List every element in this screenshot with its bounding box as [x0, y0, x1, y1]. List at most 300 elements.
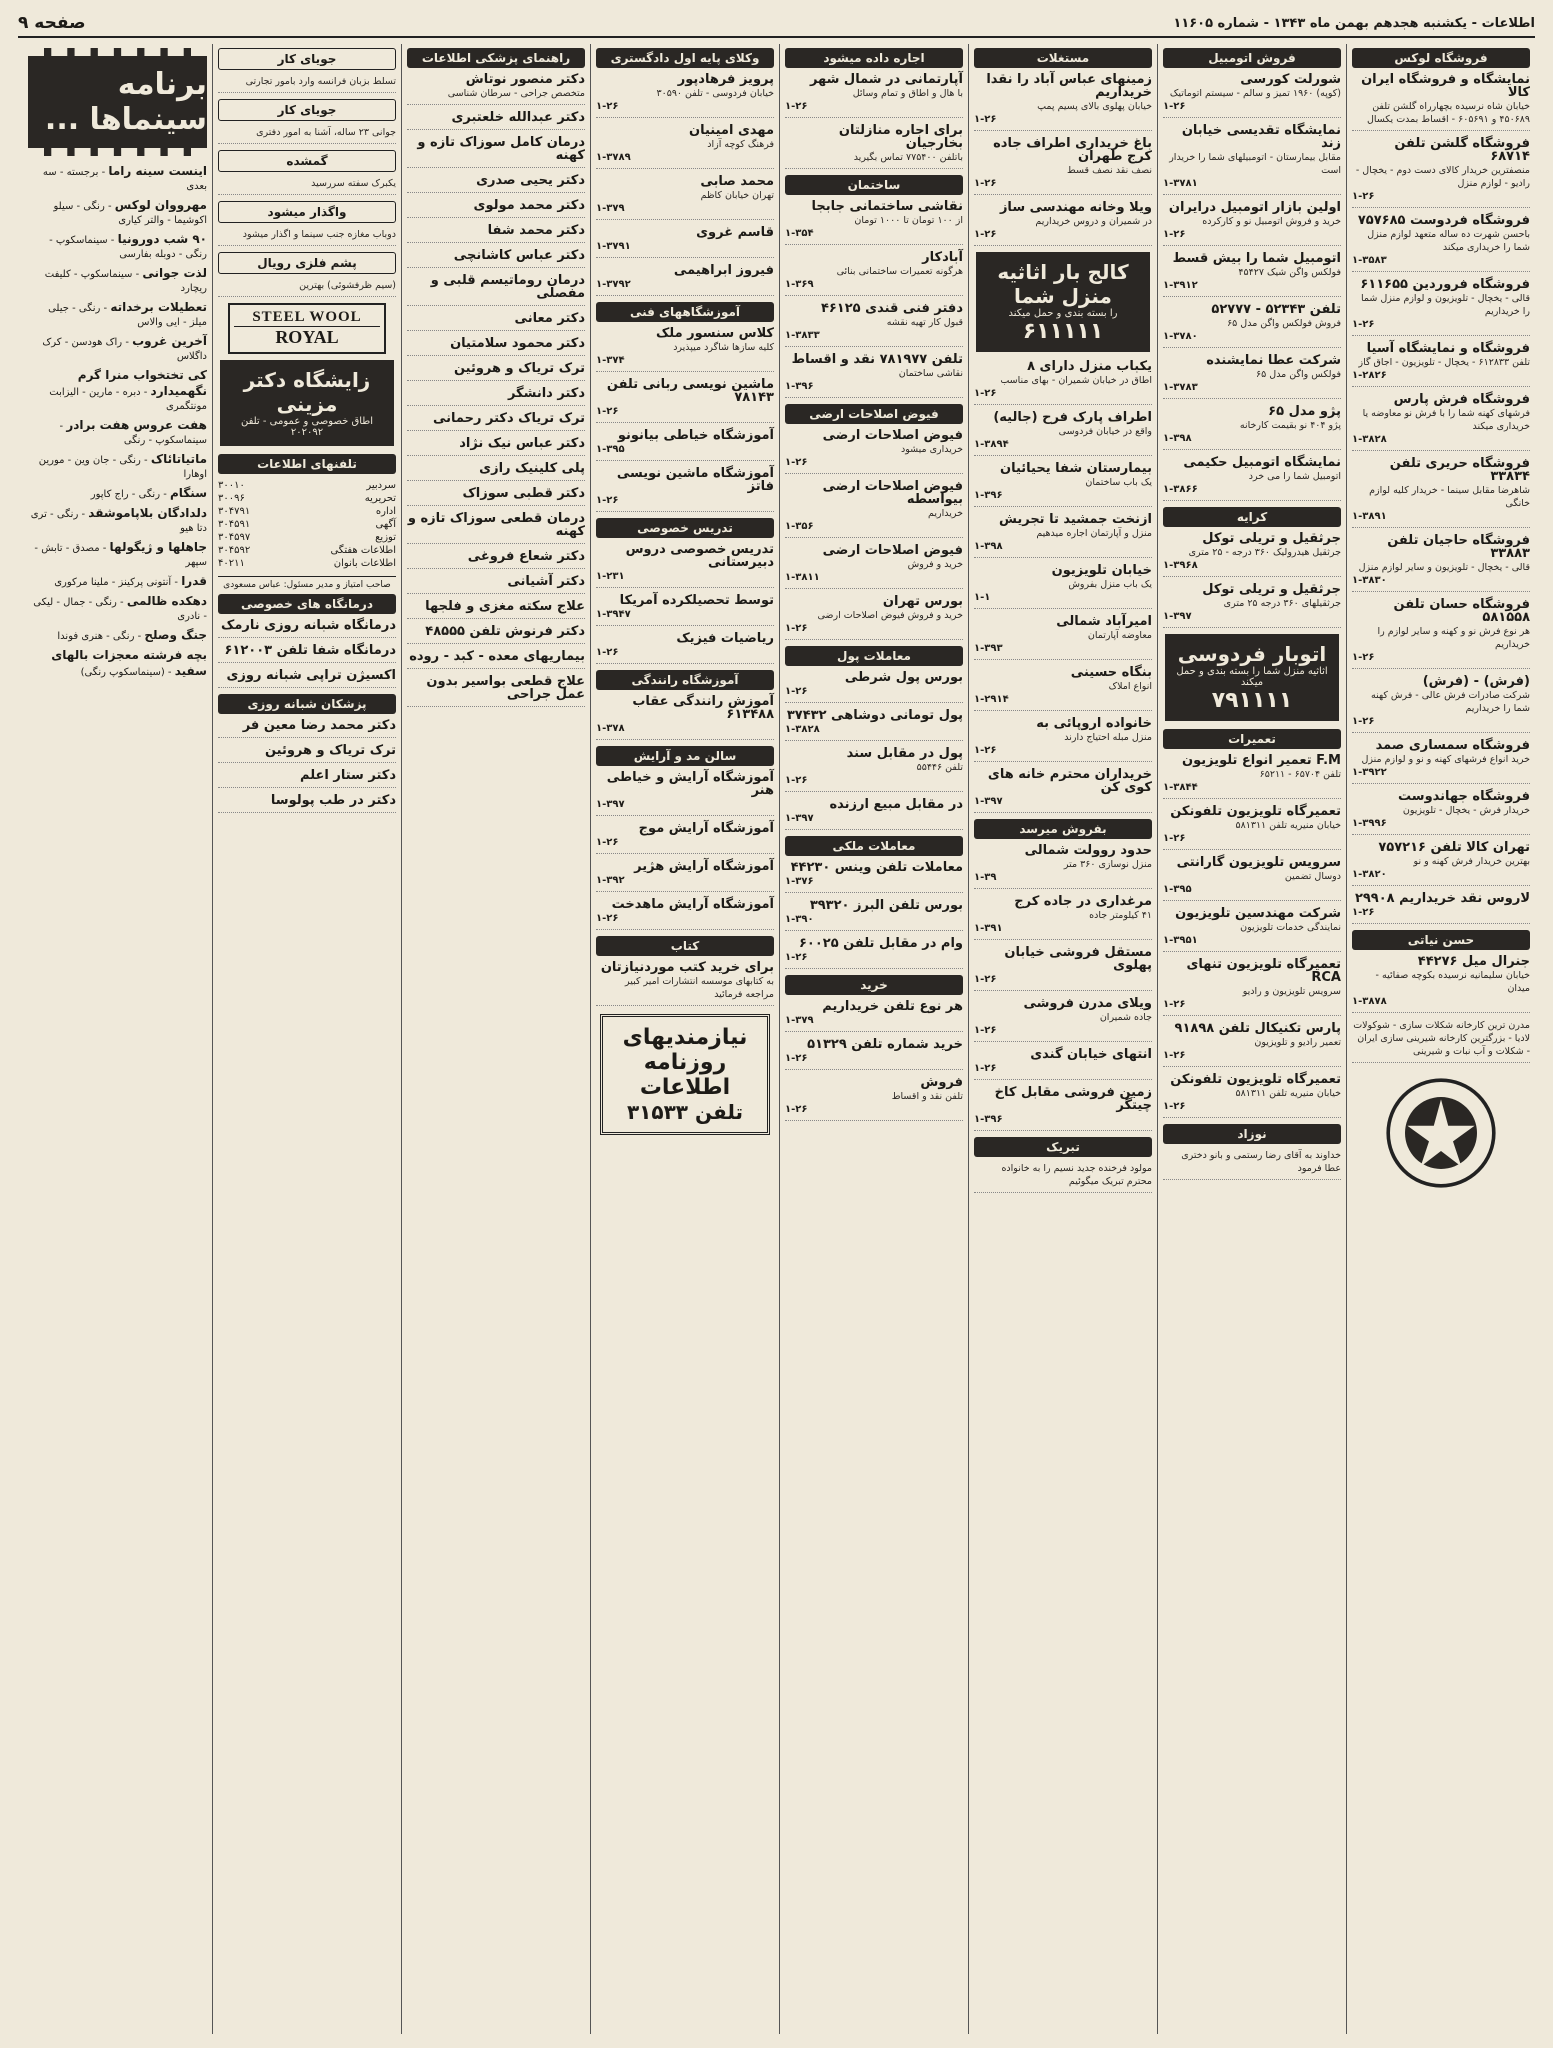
section-header: جویای کار	[218, 99, 396, 121]
ad-title: آموزشگاه خیاطی بیانونو	[617, 428, 774, 443]
ad-body: جاده شمیران	[1099, 1012, 1152, 1023]
ad-title: دفتر فنی قندی ۴۶۱۲۵	[820, 301, 963, 316]
ad-body: نقاشی ساختمان	[898, 368, 963, 379]
classified-ad	[596, 898, 774, 930]
ad-title: خانواده اروپائی به	[1036, 716, 1152, 731]
newspaper-page	[18, 10, 1535, 2038]
ad-title: مهدی امینیان	[689, 123, 774, 138]
ad-title: علاج سکته مغزی و فلجها	[425, 599, 585, 614]
section-header: تلفنهای اطلاعات	[218, 454, 396, 474]
ad-body: یکبرک سفته سررسید	[311, 178, 396, 189]
classified-ad	[974, 513, 1152, 558]
ad-code: ۱-۳۹۱	[974, 923, 1003, 934]
ad-code: ۱-۳۸۹۴	[974, 439, 1009, 450]
classified-ad	[1163, 1022, 1341, 1067]
ad-title: زمین فروشی مقابل کاخ چیتگر	[994, 1085, 1152, 1113]
ad-body: ۴۱ کیلومتر جاده	[1089, 910, 1152, 921]
classified-ad	[974, 768, 1152, 813]
section-header: ساختمان	[785, 175, 963, 195]
ad-title: پژو مدل ۶۵	[1268, 404, 1341, 419]
ad-code: ۱-۲۶	[1352, 716, 1375, 727]
ad-title: فروشگاه حریری تلفن ۳۳۸۳۴	[1389, 456, 1530, 484]
publisher-note: صاحب امتیاز و مدیر مسئول: عباس مسعودی	[218, 576, 396, 590]
film-info: (سینماسکوپ رنگی)	[80, 667, 165, 678]
ad-title: امیرآباد شمالی	[1056, 614, 1152, 629]
ad-title: تعمیرگاه تلویزیون تلفونکن	[1170, 1072, 1341, 1087]
ad-body: خرید و فروش	[907, 559, 963, 570]
ad-headline: کالج بار اثاثیه منزل شما	[997, 260, 1129, 308]
classified-ad	[785, 899, 963, 931]
page-number: صفحه ۹	[18, 13, 86, 33]
column-6	[401, 44, 590, 2034]
ad-title: دکتر منصور نوتاش	[465, 72, 585, 87]
ad-title: دکتر محمد رضا معین فر	[242, 718, 396, 733]
ad-title: دکتر در طب پولوسا	[270, 793, 396, 808]
classified-ad	[596, 632, 774, 664]
ad-body: نمایندگی خدمات تلویزیون	[1240, 922, 1341, 933]
film-title: سنگام	[170, 486, 207, 500]
film-info: رنگی - هنری فوندا	[57, 631, 135, 642]
classified-ad	[407, 136, 585, 168]
film-title: دهکده ظالمی	[126, 594, 207, 608]
classified-ad	[974, 1086, 1152, 1131]
ad-title: فروشگاه جهاندوست	[1398, 789, 1530, 804]
film-title: هفت عروس هفت برادر	[66, 418, 207, 432]
ad-title: آموزشگاه ماشین نویسی فاتز	[616, 466, 774, 494]
column-3	[968, 44, 1157, 2034]
classified-ad	[785, 861, 963, 893]
film-title: تعطیلات برخداته	[110, 300, 207, 314]
ad-body: مولود فرخنده جدید نسیم را به خانواده محترم تبریک میگوئیم	[1001, 1163, 1152, 1187]
ad-title: درمان قطعی سوزاک تازه و کهنه	[407, 511, 585, 539]
ad-code: ۱-۲۶	[974, 745, 997, 756]
film-title: دلدادگان بلاپاموشقد	[88, 506, 207, 520]
ad-body: فرهنگ کوچه آزاد	[707, 139, 774, 150]
ad-code: ۱-۲۶	[785, 101, 808, 112]
ad-title: تعمیرگاه تلویزیون تنهای RCA	[1186, 957, 1341, 985]
classified-ad	[1163, 354, 1341, 399]
section-header: تعمیرات	[1163, 729, 1341, 749]
classified-ad	[407, 174, 585, 193]
ad-body: خیابان سلیمانیه نرسیده بکوچه صفائیه - میدان	[1375, 970, 1530, 994]
classified-ad	[407, 111, 585, 130]
ad-title: درمانگاه شفا تلفن ۶۱۲۰۰۳	[224, 643, 396, 658]
ad-body: تلفن نقد و اقساط	[891, 1091, 963, 1102]
ad-title: اولین بازار اتومبیل درایران	[1168, 200, 1341, 215]
classified-ad	[218, 719, 396, 738]
film-info: رنگی - جمال - لیکی - نادری	[33, 597, 207, 622]
ad-title: علاج قطعی بواسیر بدون عمل جراحی	[426, 674, 585, 702]
ad-code: ۱-۳۵۴	[785, 228, 814, 239]
classified-ad	[407, 274, 585, 306]
classified-ad	[974, 73, 1152, 131]
ad-body: هرگونه تعمیرات ساختمانی بنائی	[836, 266, 963, 277]
classified-ad	[407, 73, 585, 105]
ad-title: پرویز فرهادپور	[677, 72, 774, 87]
classified-ad	[218, 75, 396, 93]
ad-title: نمایشگاه تقدیسی خیابان زند	[1181, 123, 1341, 151]
classified-ad	[218, 228, 396, 246]
section-header: خرید	[785, 975, 963, 995]
classified-ad	[1352, 892, 1530, 924]
logo-line-2: ROYAL	[234, 326, 380, 348]
classified-ad	[974, 946, 1152, 991]
section-header: گمشده	[218, 150, 396, 172]
ad-code: ۱-۲۶	[974, 1063, 997, 1074]
ad-title: تعمیرگاه تلویزیون تلفونکن	[1170, 804, 1341, 819]
promo-phone: تلفن ۳۱۵۳۳	[626, 1100, 744, 1124]
film-info: سینماسکوپ - کلیفت ریچارد	[44, 269, 207, 294]
ad-code: ۱-۱	[974, 592, 991, 603]
classified-ad	[974, 137, 1152, 195]
classified-ad	[407, 437, 585, 456]
classified-ad	[785, 1000, 963, 1032]
classified-ad	[407, 462, 585, 481]
ad-code: ۱-۲۶	[1163, 101, 1186, 112]
ad-code: ۱-۳۹۵	[596, 444, 625, 455]
ad-body: خرید انواع فرشهای کهنه و نو و لوازم منزل	[1361, 754, 1530, 765]
ad-title: خریداران محترم خانه های کوی کن	[987, 767, 1152, 795]
table-row	[218, 531, 396, 544]
ad-title: پول در مقابل سند	[846, 746, 963, 761]
ad-code: ۱-۲۳۱	[596, 571, 625, 582]
ad-body: تهران خیابان کاظم	[700, 190, 774, 201]
classified-ad	[974, 895, 1152, 940]
classified-ad	[596, 467, 774, 512]
ad-title: زمینهای عباس آباد را نقدا خریداریم	[986, 72, 1152, 100]
ad-title: بورس تلفن البرز ۳۹۳۲۰	[809, 898, 963, 913]
ad-title: اطراف پارک فرح (جالیه)	[993, 410, 1152, 425]
ad-title: توسط تحصیلکرده آمریکا	[619, 593, 774, 608]
list-item: سنگام - رنگی - راج کاپور	[90, 486, 207, 500]
ad-body: دوسال تضمین	[1284, 871, 1341, 882]
classified-ad	[218, 669, 396, 688]
section-header: آموزشگاههای فنی	[596, 302, 774, 322]
ad-title: فیوض اصلاحات ارضی	[822, 428, 963, 443]
ad-title: فروشگاه فردوست ۷۵۷۶۸۵	[1357, 213, 1530, 228]
classified-ad	[974, 997, 1152, 1042]
ad-title: ترک تریاک دکتر رحمانی	[432, 411, 585, 426]
classified-ad	[407, 650, 585, 669]
ad-title: خیابان تلویزیون	[1051, 563, 1152, 578]
ad-body: دوباب مغازه جنب سینما و اگذار میشود	[242, 229, 396, 240]
classified-ad	[1163, 124, 1341, 195]
classified-ad	[974, 844, 1152, 889]
classified-ad	[785, 937, 963, 969]
classified-ad	[1163, 456, 1341, 501]
classified-ad	[596, 961, 774, 1006]
ad-code: ۱-۳۹۷	[1163, 611, 1192, 622]
classified-ad	[785, 747, 963, 792]
ad-title: جرثقیل و تریلی توکل	[1202, 582, 1341, 597]
classified-ad	[218, 126, 396, 144]
phone-label: سردبیر	[366, 480, 396, 491]
section-header: اجاره داده میشود	[785, 48, 963, 68]
classified-ad	[1163, 405, 1341, 450]
classified-ad	[218, 177, 396, 195]
ad-code: ۱-۳۹۲	[596, 875, 625, 886]
ad-code: ۱-۳۷۸۰	[1163, 331, 1198, 342]
ad-subline: را بسته بندی و حمل میکند	[1008, 308, 1118, 319]
classified-ad	[1352, 955, 1530, 1013]
ad-title: بنگاه حسینی	[1070, 665, 1152, 680]
classified-ad	[596, 822, 774, 854]
ad-body: واقع در خیابان فردوسی	[1058, 426, 1152, 437]
ad-code: ۱-۳۷۸۳	[1163, 382, 1198, 393]
ad-code: ۱-۲۶	[785, 1053, 808, 1064]
ad-title: محمد صابی	[700, 174, 774, 189]
ad-code: ۱-۲۶	[974, 974, 997, 985]
ad-body: قالی - یخچال - تلویزیون و لوازم منزل شما را خریداریم	[1360, 293, 1530, 317]
ad-code: ۱-۳۹۶	[785, 381, 814, 392]
ad-code: ۱-۲۶	[1352, 907, 1375, 918]
section-header: تدریس خصوصی	[596, 518, 774, 538]
ad-code: ۱-۳۵۸۳	[1352, 255, 1387, 266]
ad-headline: اتوبار فردوسی	[1177, 642, 1327, 666]
ad-title: جنرال میل ۴۴۲۷۶	[1417, 954, 1530, 969]
section-header: فیوض اصلاحات ارضی	[785, 404, 963, 424]
ad-code: ۱-۳۹۱۲	[1163, 280, 1198, 291]
classified-ad	[974, 666, 1152, 711]
ad-body: مقابل بیمارستان - اتومبیلهای شما را خریدار است	[1169, 152, 1341, 176]
ad-title: دکتر عبدالله خلعتبری	[451, 110, 585, 125]
ad-title: تدریس خصوصی دروس دبیرستانی	[625, 542, 774, 570]
phone-label: تحریریه	[364, 493, 396, 504]
list-item: قدرا - آنتونی پرکینز - ملینا مرکوری	[54, 574, 207, 588]
masthead	[18, 10, 1535, 38]
film-info: رنگی - تری دتا هیو	[30, 509, 207, 534]
classified-ad	[1352, 457, 1530, 528]
column-4	[779, 44, 968, 2034]
cinema-list	[28, 164, 207, 680]
ad-code: ۱-۳۹۶	[974, 1114, 1003, 1125]
classified-ad	[785, 124, 963, 169]
ad-code: ۱-۳۹۷	[785, 813, 814, 824]
ad-code: ۱-۲۹۱۴	[974, 694, 1009, 705]
ad-body: (کوپه) ۱۹۶۰ تمیز و سالم - سیستم اتوماتیک	[1169, 88, 1341, 99]
ad-title: دکتر دانشگر	[507, 386, 585, 401]
classified-ad	[407, 362, 585, 381]
ad-title: دکتر یحیی صدری	[476, 173, 585, 188]
ad-title: دکتر عباس نیک نژاد	[459, 436, 585, 451]
classified-ad	[1163, 958, 1341, 1016]
classified-ad	[407, 575, 585, 594]
ad-title: ویلای مدرن فروشی	[1023, 996, 1152, 1011]
classified-ad	[1163, 583, 1341, 628]
classified-ad	[974, 1048, 1152, 1080]
classified-ad	[974, 411, 1152, 456]
list-item: جنگ وصلح - رنگی - هنری فوندا	[57, 628, 207, 642]
column-2	[1157, 44, 1346, 2034]
film-title: جنگ وصلح	[144, 628, 207, 642]
phone-number: ۳۰۴۵۹۷	[218, 532, 251, 543]
ad-body: جوانی ۲۳ ساله، آشنا به امور دفتری	[256, 127, 396, 138]
ad-subline: اثاثیه منزل شما را بسته بندی و حمل میکند	[1176, 666, 1328, 688]
ad-body: سرویس تلویزیون و رادیو	[1242, 986, 1341, 997]
ad-body: متخصص جراحی - سرطان شناسی	[447, 88, 585, 99]
classified-ad	[407, 675, 585, 707]
classified-ad	[596, 429, 774, 461]
section-header: آموزشگاه رانندگی	[596, 670, 774, 690]
section-header: کتاب	[596, 936, 774, 956]
ad-code: ۱-۳۸۶۶	[1163, 484, 1198, 495]
ad-body: خریداریم	[928, 508, 963, 519]
ad-title: تلفن ۵۲۳۴۳ - ۵۲۷۷۷	[1211, 302, 1341, 317]
ad-title: ازنخت جمشید تا تجریش	[998, 512, 1152, 527]
classified-ad	[785, 73, 963, 118]
classified-ad	[407, 387, 585, 406]
classified-ad	[596, 771, 774, 816]
ferdowsi-ad	[1165, 634, 1339, 721]
chocolate-factory-emblem-icon	[1381, 1073, 1501, 1193]
film-title: اینست سینه راما	[108, 164, 207, 178]
phone-number: ۳۰۴۵۹۲	[218, 545, 251, 556]
ad-title: درمانگاه شبانه روزی نارمک	[221, 618, 396, 633]
section-header: کرایه	[1163, 507, 1341, 527]
ad-body: هر نوع فرش نو و کهنه و سایر لوازم را خریداریم	[1377, 626, 1530, 650]
column-7	[212, 44, 401, 2034]
ad-code: ۱-۲۶	[596, 913, 619, 924]
ad-code: ۱-۲۶	[974, 1025, 997, 1036]
ad-title: آموزشگاه آرایش ماهدخت	[611, 897, 774, 912]
ad-title: فروشگاه گلشن تلفن ۶۸۷۱۴	[1394, 136, 1530, 164]
ad-body: خرید و فروش اتومبیل نو و کارکرده	[1202, 216, 1341, 227]
phone-number: ۳۰۰۹۶	[218, 493, 245, 504]
ad-code: ۱-۳۵۶	[785, 521, 814, 532]
classified-ad	[974, 201, 1152, 246]
ad-code: ۱-۲۶	[596, 495, 619, 506]
classified-ad	[1163, 805, 1341, 850]
ad-code: ۱-۳۹۳	[974, 643, 1003, 654]
classified-ad	[596, 860, 774, 892]
ad-code: ۱-۲۶	[596, 837, 619, 848]
ad-body: پژو ۴۰۴ نو بقیمت کارخانه	[1239, 420, 1341, 431]
ad-body: جرثقیلهای ۳۶۰ درجه ۲۵ متری	[1223, 598, 1341, 609]
film-title: ماتیاتائاک	[150, 452, 207, 466]
ad-title: فیروز ابراهیمی	[673, 263, 774, 278]
classified-ad	[596, 124, 774, 169]
section-header: پزشکان شبانه روزی	[218, 694, 396, 714]
ad-body: خیابان منیریه تلفن ۵۸۱۳۱۱	[1235, 820, 1341, 831]
ad-title: هر نوع تلفن خریداریم	[822, 999, 963, 1014]
ad-body: خریدار فرش - یخچال - تلویزیون	[1402, 805, 1530, 816]
ad-title: پول تومانی دوشاهی ۳۷۴۳۲	[786, 708, 963, 723]
ad-body: خیابان منیریه تلفن ۵۸۱۳۱۱	[1235, 1088, 1341, 1099]
section-header: معاملات ملکی	[785, 836, 963, 856]
classified-ad	[407, 487, 585, 506]
ad-title: مستقل فروشی خیابان پهلوی	[1004, 945, 1152, 973]
ad-title: آبادکار	[922, 250, 963, 265]
ad-body: منصفترین خریدار کالای دست دوم - یخچال - رادیو - لوازم منزل	[1355, 165, 1530, 189]
classified-ad	[1163, 303, 1341, 348]
film-title: بچه فرشته معجزات بالهای سفید	[51, 648, 207, 678]
classified-ad	[218, 279, 396, 297]
classified-ad	[1352, 739, 1530, 784]
list-item: جاهلها و ژیگولها - مصدق - تابش - سپهر	[34, 540, 207, 568]
ad-body: شاهرضا مقابل سینما - خریدار کلیه لوازم خانگی	[1369, 485, 1530, 509]
ad-code: ۱-۳۸۲۸	[785, 724, 820, 735]
ad-title: اتومبیل شما را بیش قسط	[1172, 251, 1341, 266]
ad-title: خرید شماره تلفن ۵۱۳۲۹	[807, 1037, 963, 1052]
classified-ad	[596, 73, 774, 118]
ad-body: قبول کار تهیه نقشه	[886, 317, 963, 328]
classified-ad	[407, 600, 585, 619]
film-title: مهرووان لوکس	[114, 198, 207, 212]
ad-subline: اطاق خصوصی و عمومی - تلفن ۲۰۲۰۹۲	[240, 416, 374, 438]
classified-ad	[785, 1076, 963, 1121]
ad-body: تلفن ۶۱۲۸۳۳ - یخچال - تلویزیون - اجاق گاز	[1358, 357, 1530, 368]
classified-ad	[974, 360, 1152, 405]
ad-title: دکتر محمد مولوی	[473, 198, 585, 213]
classified-ad	[1352, 214, 1530, 272]
ad-body: فرشهای کهنه شما را با فرش نو معاوضه یا خریداری میکند	[1362, 408, 1530, 432]
classified-ad	[1163, 1073, 1341, 1118]
ad-body: بهترین خریدار فرش کهنه و نو	[1413, 856, 1530, 867]
classified-ad	[1163, 754, 1341, 799]
ad-title: بیمارستان شفا یحیائیان	[999, 461, 1152, 476]
table-row	[218, 544, 396, 557]
ad-title: فروشگاه حاجیان تلفن ۳۳۸۸۳	[1387, 533, 1530, 561]
ad-title: حدود روولت شمالی	[1024, 843, 1152, 858]
ad-code: ۱-۳۹۸	[1163, 433, 1192, 444]
ad-title: فیوض اصلاحات ارضی	[822, 543, 963, 558]
section-header: حسن نیاتی	[1352, 930, 1530, 950]
classified-ad	[407, 249, 585, 268]
section-header: درمانگاه های خصوصی	[218, 594, 396, 614]
classified-ad	[407, 412, 585, 431]
classified-ad	[407, 550, 585, 569]
ad-code: ۱-۳۹۵	[1163, 884, 1192, 895]
classified-ad	[407, 337, 585, 356]
phone-number: ۳۰۴۷۹۱	[218, 506, 251, 517]
ad-body: تلفن ۵۵۴۴۶	[916, 762, 963, 773]
classified-ad	[407, 512, 585, 544]
film-title: قدرا	[181, 574, 207, 588]
ad-title: فروشگاه حسان تلفن ۵۸۱۵۵۸	[1393, 597, 1530, 625]
section-header: وکلای پایه اول دادگستری	[596, 48, 774, 68]
ad-body: در شمیران و دروس خریداریم	[1035, 216, 1152, 227]
classified-ad	[785, 798, 963, 830]
ad-title: بورس تهران	[882, 594, 963, 609]
ad-code: ۱-۲۶	[1352, 652, 1375, 663]
ad-title: انتهای خیابان گندی	[1030, 1047, 1152, 1062]
ad-title: فروشگاه و نمایشگاه آسیا	[1366, 341, 1530, 356]
cinema-banner: برنامه سینماها ...	[28, 48, 207, 156]
film-info: دبره - مارین - الیزابت مونتگمری	[49, 387, 207, 412]
ad-title: دکتر معانی	[514, 311, 585, 326]
ad-code: ۱-۲۶	[1163, 999, 1186, 1010]
ad-body: معاوضه آپارتمان	[1087, 630, 1152, 641]
film-title: کی تختخواب منرا گرم نگهمیدارد	[77, 368, 207, 398]
ad-title: فروشگاه سمساری صمد	[1375, 738, 1530, 753]
classified-ad	[1352, 675, 1530, 733]
classified-ad	[785, 302, 963, 347]
list-item: لذت جوانی - سینماسکوپ - کلیفت ریچارد	[44, 266, 207, 294]
classified-ad	[596, 226, 774, 258]
ad-body: قالی - یخچال - تلویزیون و سایر لوازم منزل	[1358, 562, 1530, 573]
ad-title: درمان کامل سوزاک تازه و کهنه	[417, 135, 585, 163]
ad-title: ماشین نویسی ربانی تلفن ۷۸۱۴۳	[606, 377, 774, 405]
section-header: مستغلات	[974, 48, 1152, 68]
phone-label: اداره	[375, 506, 396, 517]
ad-code: ۱-۳۹۹۶	[1352, 818, 1387, 829]
ad-code: ۱-۳۹۶۸	[1163, 560, 1198, 571]
ad-code: ۱-۳۸۳۳	[785, 330, 820, 341]
classified-ad	[218, 794, 396, 813]
classified-ad	[1163, 907, 1341, 952]
maternity-hospital-ad	[220, 360, 394, 446]
classified-ad	[1163, 1149, 1341, 1180]
